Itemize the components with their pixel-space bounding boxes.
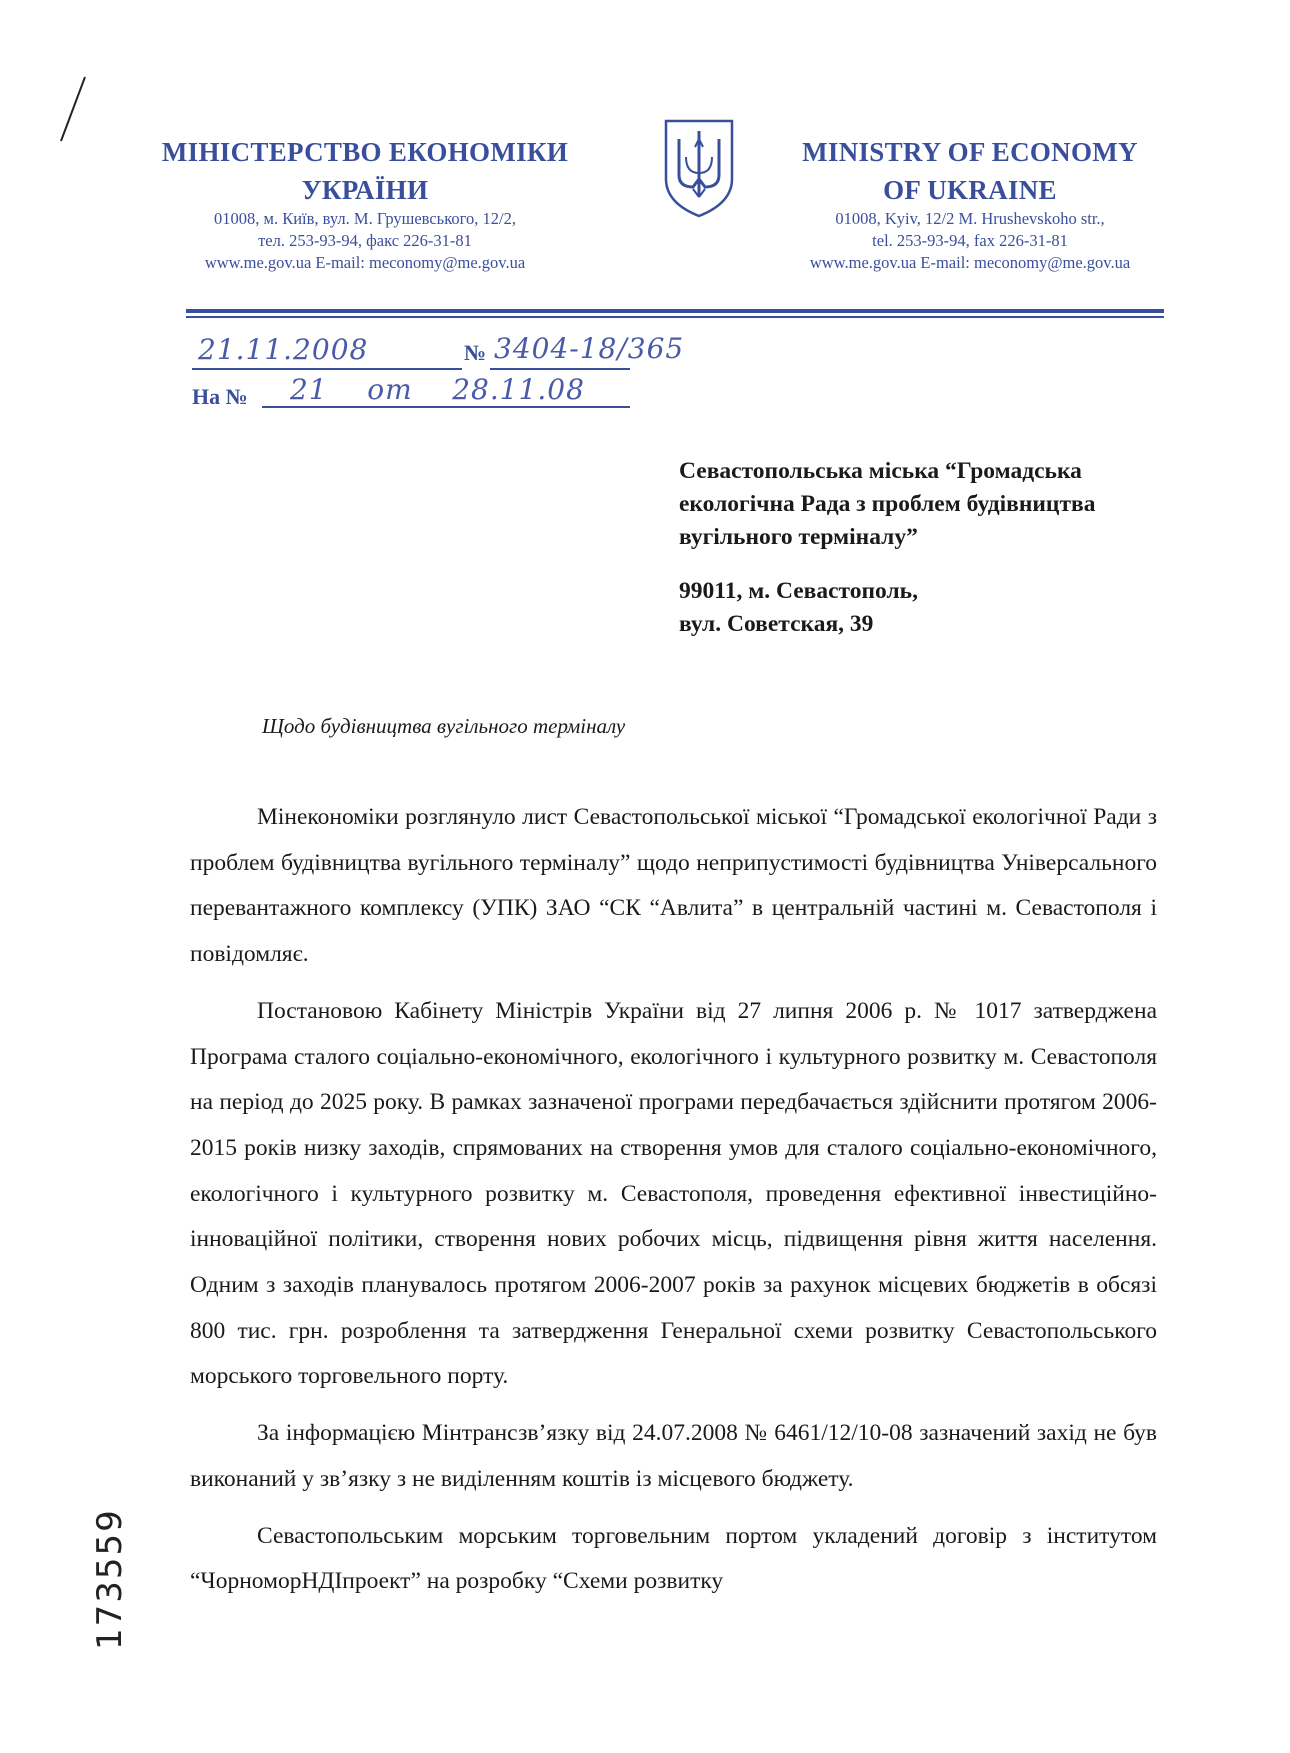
- reply-underline: [262, 406, 630, 408]
- reply-reference: 21 от 28.11.08: [290, 373, 585, 406]
- letterhead-rule: [186, 309, 1164, 313]
- body-paragraph: Постановою Кабінету Міністрів України від 27 липня 2006 р. № 1017 затверджена Програма сталого соціально-економічного, екологічного і культурного розвитку м. Севастополя на період до 2025 року. В рамках зазначеної програми передбачається здійснити протягом 2006-2015 років низку заходів, спрямованих на створення умов для сталого соціально-економічного, екологічного і культурного розвитку м. Севастополя, проведення ефективної інвестиційно-інноваційної політики, створення нових робочих місць, підвищення рівня життя населення. Одним з заходів планувалось протягом 2006-2007 років за рахунок місцевих бюджетів в обсязі 800 тис. грн. розроблення та затвердження Генеральної схеми розвитку Севастопольського морського торговельного порту.: [190, 997, 1157, 1390]
- ministry-title-en: MINISTRY OF ECONOMY OF UKRAINE: [802, 137, 1138, 205]
- number-underline: [490, 368, 630, 370]
- addressee-address: 99011, м. Севастополь, вул. Советская, 39: [679, 578, 918, 637]
- date-underline: [192, 368, 462, 370]
- registration-number: 3404-18/365: [494, 332, 685, 365]
- addressee-name: Севастопольська міська “Громадська екологічна Рада з проблем будівництва вугільного терміналу”: [679, 458, 1096, 550]
- letter-subject: Щодо будівництва вугільного терміналу: [262, 714, 626, 738]
- ministry-title-ua: МІНІСТЕРСТВО ЕКОНОМІКИ УКРАЇНИ: [161, 137, 569, 205]
- letterhead-rule-thin: [186, 316, 1164, 318]
- body-paragraph: За інформацією Мінтрансзв’язку від 24.07.2008 № 6461/12/10-08 зазначений захід не був виконаний у зв’язку з не виділенням коштів із місцевого бюджету.: [190, 1420, 1157, 1492]
- number-label: №: [464, 340, 487, 365]
- ministry-address-ua: 01008, м. Київ, вул. М. Грушевського, 12/2, тел. 253-93-94, факс 226-31-81 www.me.gov.ua E-mail: meconomy@me.gov.ua: [204, 209, 526, 272]
- side-registration-number: 173559: [90, 1508, 130, 1650]
- body-paragraph: Мінекономіки розглянуло лист Севастопольської міської “Громадської екологічної Ради з проблем будівництва вугільного терміналу” щодо неприпустимості будівництва Універсального перевантажного комплексу (УПК) ЗАО “СК “Авлита” в центральній частині м. Севастополя і повідомляє.: [190, 804, 1157, 968]
- body-paragraph: Севастопольським морським торговельним портом укладений договір з інститутом “ЧорноморНДІпроект” на розробку “Схеми розвитку: [190, 1522, 1157, 1595]
- handwritten-slash-mark: [55, 75, 95, 145]
- trident-coat-of-arms-icon: [662, 117, 736, 219]
- ministry-address-en: 01008, Kyiv, 12/2 M. Hrushevskoho str., tel. 253-93-94, fax 226-31-81 www.me.gov.ua E-mail: meconomy@me.gov.ua: [809, 209, 1131, 272]
- registration-date: 21.11.2008: [198, 333, 369, 366]
- reply-label: На №: [192, 384, 248, 409]
- letter-body: [190, 795, 1157, 1605]
